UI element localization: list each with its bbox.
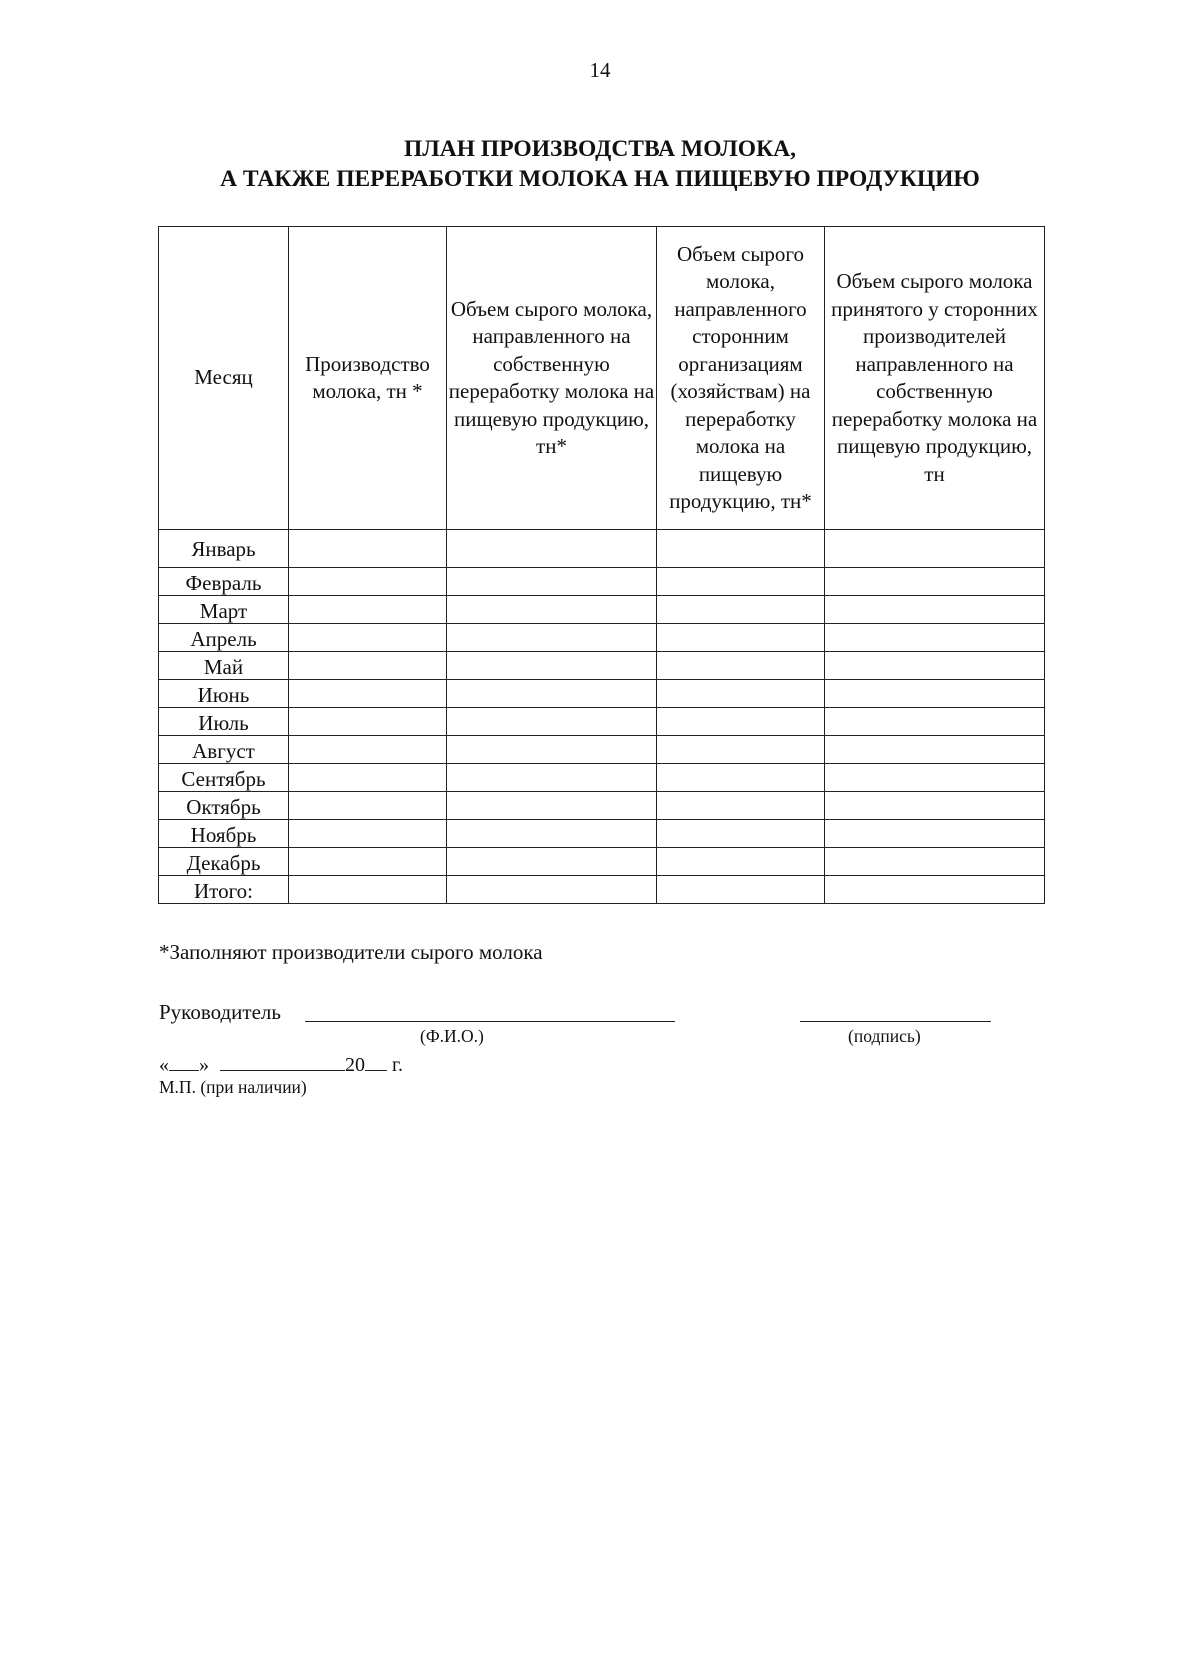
input-cell[interactable]	[289, 848, 447, 876]
row-month-label: Февраль	[159, 568, 289, 596]
signature-caption: (подпись)	[848, 1026, 921, 1046]
input-cell[interactable]	[289, 736, 447, 764]
row-month-label: Июнь	[159, 680, 289, 708]
input-cell[interactable]	[657, 792, 825, 820]
row-month-label: Ноябрь	[159, 820, 289, 848]
input-cell[interactable]	[825, 764, 1045, 792]
input-cell[interactable]	[447, 736, 657, 764]
date-close-quote: »	[199, 1054, 209, 1076]
page-number: 14	[589, 58, 611, 82]
input-cell[interactable]	[289, 596, 447, 624]
seal-label: М.П. (при наличии)	[159, 1077, 307, 1097]
table-row	[159, 530, 1045, 568]
input-cell[interactable]	[447, 820, 657, 848]
fio-caption: (Ф.И.О.)	[420, 1026, 484, 1046]
header-production: Производство молока, тн *	[289, 227, 447, 530]
input-cell[interactable]	[825, 820, 1045, 848]
input-cell[interactable]	[289, 792, 447, 820]
input-cell[interactable]	[289, 764, 447, 792]
signature-field-line[interactable]	[800, 1021, 991, 1022]
input-cell[interactable]	[447, 624, 657, 652]
input-cell[interactable]	[447, 792, 657, 820]
input-cell[interactable]	[657, 568, 825, 596]
input-cell[interactable]	[657, 764, 825, 792]
input-cell[interactable]	[657, 876, 825, 904]
input-cell[interactable]	[825, 680, 1045, 708]
input-cell[interactable]	[447, 708, 657, 736]
input-cell[interactable]	[657, 530, 825, 568]
row-month-label: Итого:	[159, 876, 289, 904]
day-field[interactable]	[169, 1052, 199, 1071]
table-row	[159, 680, 1045, 708]
input-cell[interactable]	[657, 708, 825, 736]
input-cell[interactable]	[447, 652, 657, 680]
row-month-label: Июль	[159, 708, 289, 736]
header-own-processing: Объем сырого молока, направленного на собственную переработку молока на пищевую продукцию, тн*	[447, 227, 657, 530]
input-cell[interactable]	[447, 764, 657, 792]
input-cell[interactable]	[657, 820, 825, 848]
input-cell[interactable]	[289, 820, 447, 848]
table-row	[159, 848, 1045, 876]
header-accepted-processing: Объем сырого молока принятого у сторонних производителей направленного на собственную переработку молока на пищевую продукцию, тн	[825, 227, 1045, 530]
title-line-1: ПЛАН ПРОИЗВОДСТВА МОЛОКА,	[404, 136, 796, 162]
footnote: *Заполняют производители сырого молока	[159, 940, 543, 964]
input-cell[interactable]	[447, 530, 657, 568]
table-header-row	[159, 227, 1045, 530]
input-cell[interactable]	[289, 568, 447, 596]
input-cell[interactable]	[289, 624, 447, 652]
year-field[interactable]	[365, 1052, 387, 1071]
input-cell[interactable]	[825, 736, 1045, 764]
table-row	[159, 596, 1045, 624]
table-row	[159, 652, 1045, 680]
input-cell[interactable]	[825, 568, 1045, 596]
input-cell[interactable]	[657, 848, 825, 876]
input-cell[interactable]	[825, 624, 1045, 652]
head-label: Руководитель	[159, 1000, 281, 1024]
month-field[interactable]	[220, 1052, 345, 1071]
title-line-2: А ТАКЖЕ ПЕРЕРАБОТКИ МОЛОКА НА ПИЩЕВУЮ ПРОДУКЦИЮ	[220, 166, 980, 192]
input-cell[interactable]	[447, 596, 657, 624]
year-suffix: г.	[392, 1054, 403, 1076]
table-row	[159, 876, 1045, 904]
row-month-label: Апрель	[159, 624, 289, 652]
row-month-label: Март	[159, 596, 289, 624]
input-cell[interactable]	[289, 876, 447, 904]
table-row	[159, 708, 1045, 736]
input-cell[interactable]	[657, 652, 825, 680]
table-row	[159, 568, 1045, 596]
input-cell[interactable]	[447, 680, 657, 708]
row-month-label: Сентябрь	[159, 764, 289, 792]
table-row	[159, 820, 1045, 848]
input-cell[interactable]	[657, 624, 825, 652]
input-cell[interactable]	[447, 876, 657, 904]
table-row	[159, 764, 1045, 792]
input-cell[interactable]	[825, 792, 1045, 820]
input-cell[interactable]	[825, 848, 1045, 876]
fio-field-line[interactable]	[305, 1021, 675, 1022]
row-month-label: Январь	[159, 530, 289, 568]
input-cell[interactable]	[447, 568, 657, 596]
input-cell[interactable]	[657, 736, 825, 764]
table-row	[159, 792, 1045, 820]
year-prefix: 20	[345, 1054, 365, 1076]
input-cell[interactable]	[289, 708, 447, 736]
input-cell[interactable]	[825, 708, 1045, 736]
input-cell[interactable]	[657, 596, 825, 624]
input-cell[interactable]	[289, 530, 447, 568]
input-cell[interactable]	[447, 848, 657, 876]
row-month-label: Декабрь	[159, 848, 289, 876]
header-month: Месяц	[159, 227, 289, 530]
header-third-party-processing: Объем сырого молока, направленного сторонним организациям (хозяйствам) на переработку молока на пищевую продукцию, тн*	[657, 227, 825, 530]
input-cell[interactable]	[825, 596, 1045, 624]
table-row	[159, 624, 1045, 652]
input-cell[interactable]	[825, 876, 1045, 904]
row-month-label: Август	[159, 736, 289, 764]
input-cell[interactable]	[289, 652, 447, 680]
date-open-quote: «	[159, 1054, 169, 1076]
row-month-label: Май	[159, 652, 289, 680]
table-body	[159, 530, 1045, 904]
table-row	[159, 736, 1045, 764]
input-cell[interactable]	[657, 680, 825, 708]
row-month-label: Октябрь	[159, 792, 289, 820]
document-title	[0, 134, 1200, 194]
input-cell[interactable]	[825, 652, 1045, 680]
date-row	[159, 1052, 403, 1077]
input-cell[interactable]	[289, 680, 447, 708]
input-cell[interactable]	[825, 530, 1045, 568]
milk-plan-table	[158, 226, 1045, 904]
